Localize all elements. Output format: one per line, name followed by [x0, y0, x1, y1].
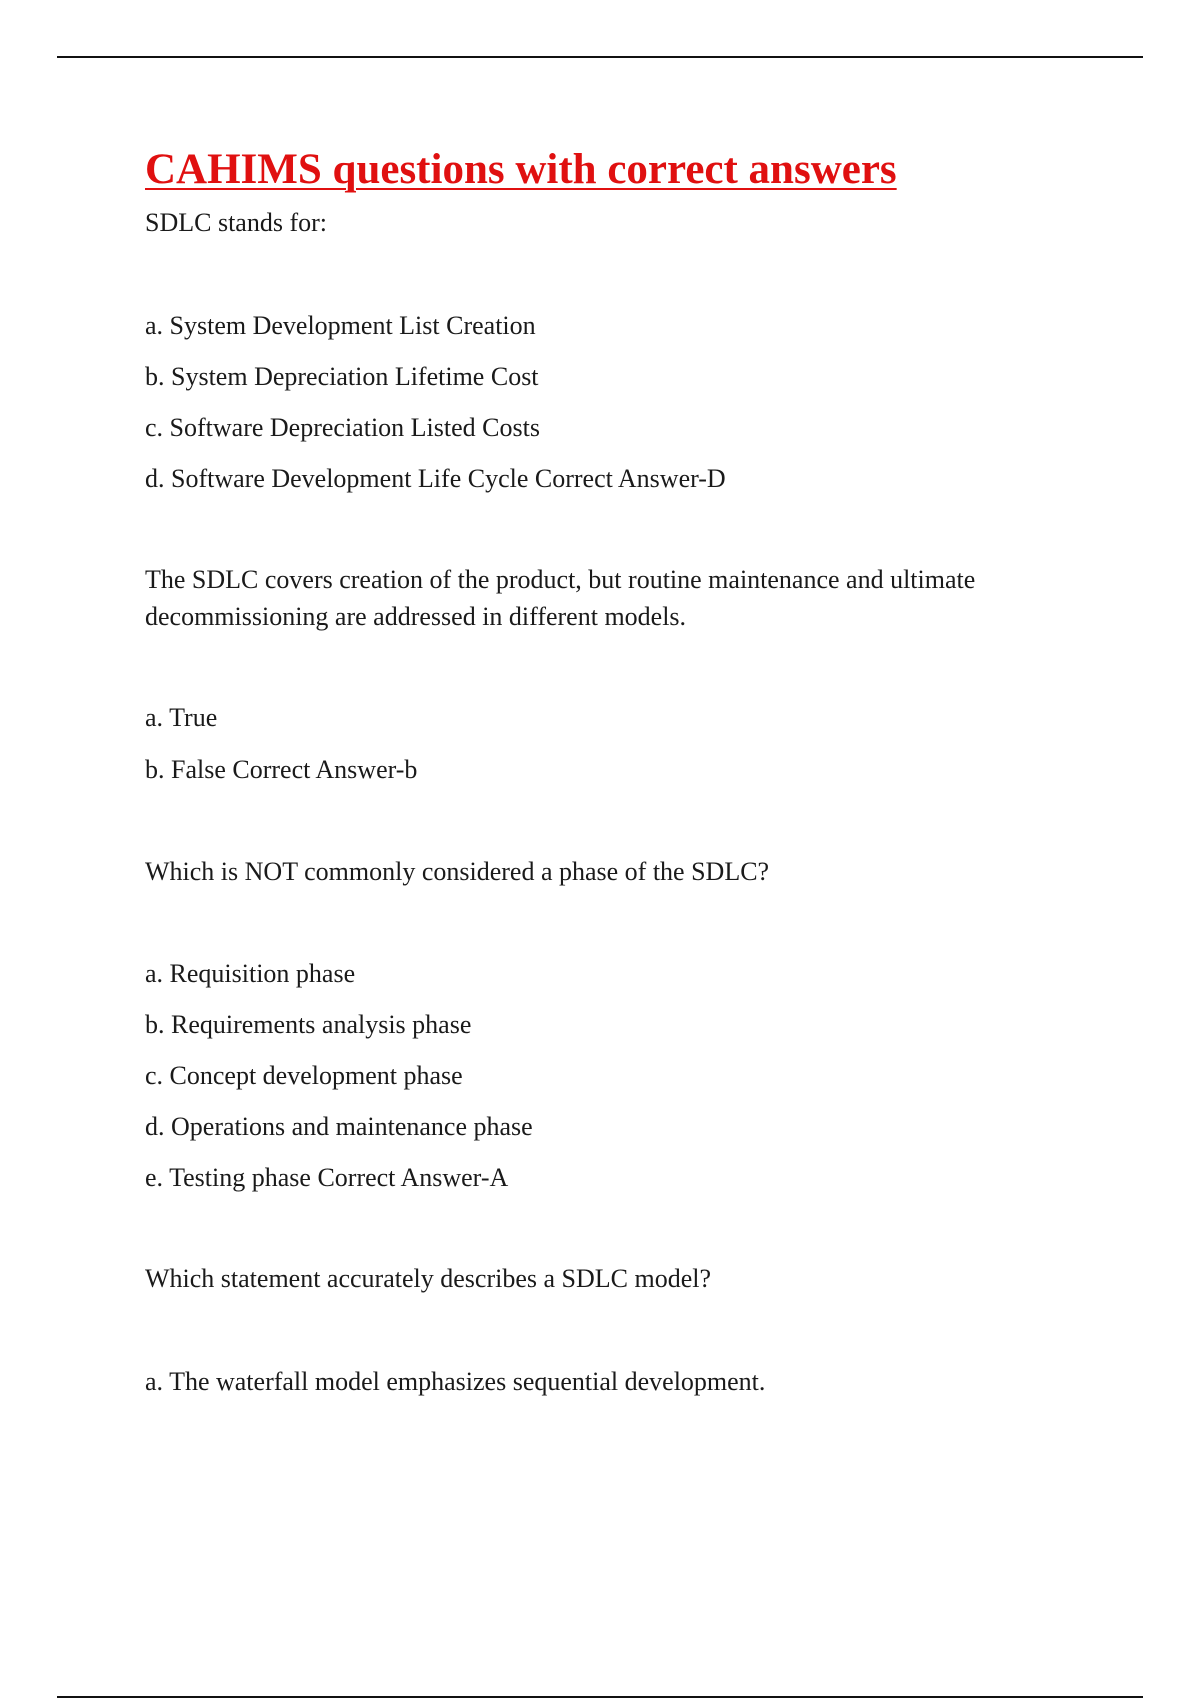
question-1-option-a: a. System Development List Creation: [145, 311, 536, 340]
question-1-option-c: c. Software Depreciation Listed Costs: [145, 413, 540, 442]
question-3-prompt: Which is NOT commonly considered a phase of the SDLC?: [145, 857, 770, 886]
question-2-option-b: b. False Correct Answer-b: [145, 755, 418, 784]
question-2-prompt: The SDLC covers creation of the product, but routine maintenance and ultimate decommissioning are addressed in different models.: [145, 565, 976, 631]
question-3-option-a: a. Requisition phase: [145, 959, 356, 988]
top-rule: [57, 56, 1143, 58]
question-1-option-d: d. Software Development Life Cycle Correct Answer-D: [145, 464, 726, 493]
bottom-rule: [57, 1696, 1143, 1698]
question-3-option-d: d. Operations and maintenance phase: [145, 1112, 533, 1141]
document-body: [145, 142, 1095, 1400]
question-4-option-a: a. The waterfall model emphasizes sequential development.: [145, 1367, 766, 1396]
question-3-option-c: c. Concept development phase: [145, 1061, 463, 1090]
question-4-prompt: Which statement accurately describes a SDLC model?: [145, 1264, 712, 1293]
question-2-option-a: a. True: [145, 703, 218, 732]
question-1-prompt: SDLC stands for:: [145, 208, 327, 237]
question-1-option-b: b. System Depreciation Lifetime Cost: [145, 362, 539, 391]
question-3-option-e: e. Testing phase Correct Answer-A: [145, 1163, 509, 1192]
question-3-option-b: b. Requirements analysis phase: [145, 1010, 472, 1039]
document-title: CAHIMS questions with correct answers: [145, 146, 897, 193]
